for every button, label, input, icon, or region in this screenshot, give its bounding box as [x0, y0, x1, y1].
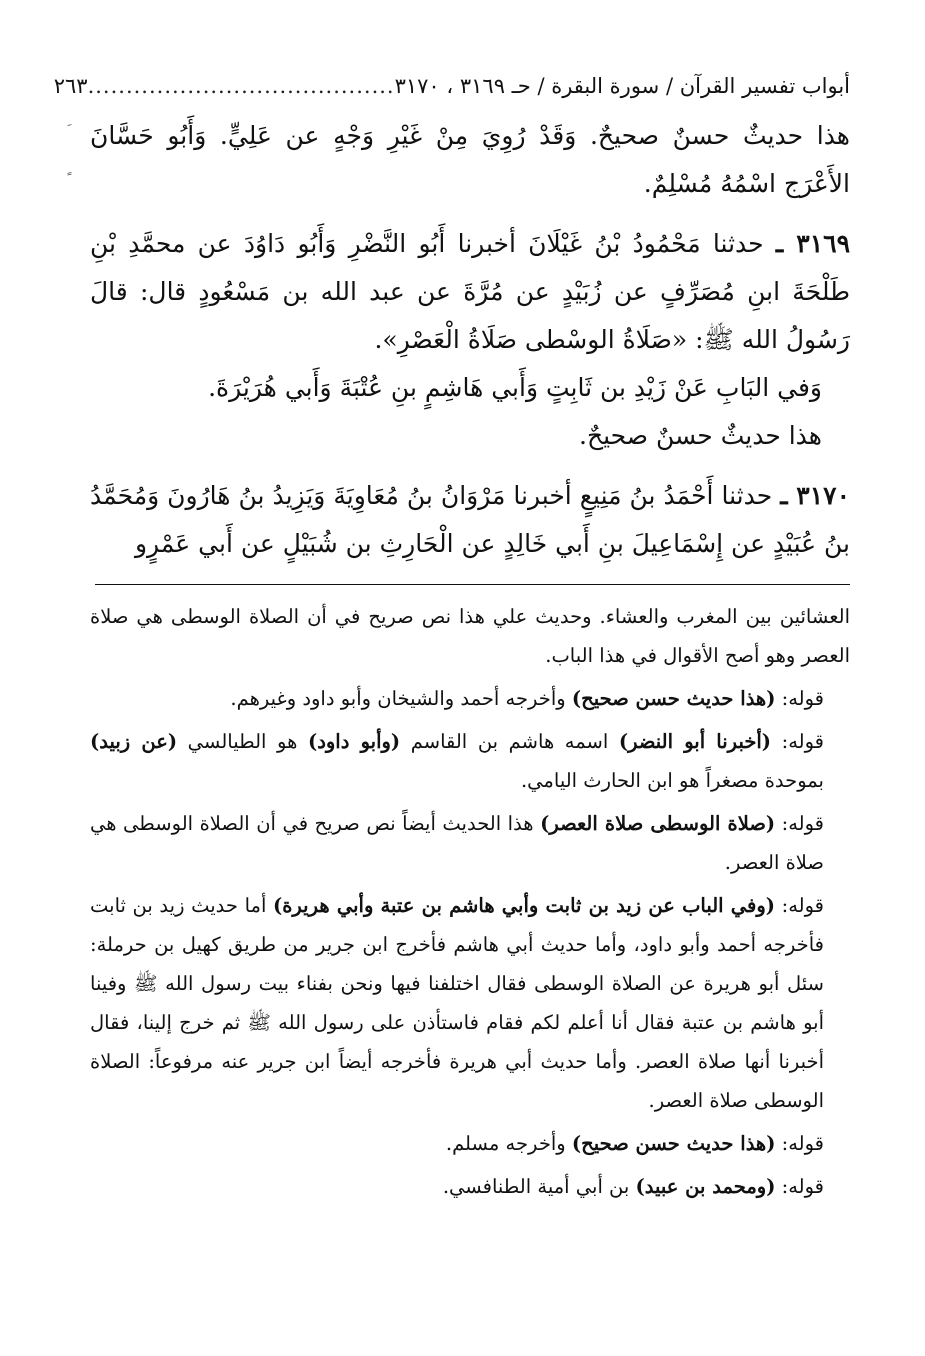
page-number: ٢٦٣: [53, 74, 88, 98]
footnote-quote: (هذا حديث حسن صحيح): [571, 1132, 776, 1155]
running-header: [53, 66, 850, 106]
book-page: [53, 66, 851, 1210]
footnote-paragraph: [90, 1124, 850, 1163]
footnote-paragraph: [90, 886, 850, 1120]
hadith-text: حدثنا أَحْمَدُ بنُ مَنِيعٍ أخبرنا مَرْوَانُ بنُ مُعَاوِيَةَ وَيَزِيدُ بنُ هَارُونَ وَمُحَمَّدُ بنُ عُبَيْدٍ عن إِسْمَاعِيلَ بنِ أَبي خَالِدٍ عن الْحَارِثِ بن شُبَيْلٍ عن أَبي عَمْرٍو: [90, 481, 850, 558]
main-paragraph: هذا حديثٌ حسنٌ صحيحٌ.: [579, 421, 822, 450]
footnote-text: هو الطيالسي: [177, 730, 308, 753]
footnotes: [90, 597, 850, 1206]
footnote-lead: قوله:: [775, 894, 824, 917]
footnote-lead: قوله:: [775, 1132, 824, 1155]
footnote-quote: (ومحمد بن عبيد): [635, 1175, 776, 1198]
footnote-text: بموحدة مصغراً هو ابن الحارث اليامي.: [520, 769, 824, 792]
footnote-quote: (وأبو داود): [307, 730, 401, 753]
footnote-text: وأخرجه مسلم.: [445, 1132, 572, 1155]
footnote-text: بن أبي أمية الطنافسي.: [442, 1175, 636, 1198]
hadith-number: ٣١٦٩ ـ: [775, 229, 851, 258]
header-title: أبواب تفسير القرآن / سورة البقرة / حـ ٣١٦٩ ، ٣١٧٠: [394, 74, 850, 98]
footnote-text: اسمه هاشم بن القاسم: [400, 730, 619, 753]
footnote-quote: (صلاة الوسطى صلاة العصر): [540, 812, 776, 835]
hadith-3169: [90, 220, 850, 364]
footnote-quote: (عن زبيد): [90, 730, 178, 753]
footnote-lead: قوله:: [771, 730, 824, 753]
header-leader-dots: ........................................: [87, 74, 395, 98]
main-paragraph: وَفي البَابِ عَنْ زَيْدِ بن ثَابِتٍ وَأَبي هَاشِمٍ بنِ عُتْبَةَ وَأَبي هُرَيْرَةَ.: [208, 373, 822, 402]
footnote-paragraph: [90, 679, 850, 718]
footnote-lead: قوله:: [775, 812, 825, 835]
footnote-quote: (وفي الباب عن زيد بن ثابت وأبي هاشم بن عتبة وأبي هريرة): [272, 894, 776, 917]
hadith-text: حدثنا مَحْمُودُ بْنُ غَيْلَانَ أخبرنا أَبُو النَّضْرِ وَأَبُو دَاوُدَ عن محمَّدِ بْنِ طَلْحَةَ ابنِ مُصَرِّفٍ عن زُبَيْدٍ عن مُرَّةَ عن عبد الله بن مَسْعُودٍ قال: قالَ رَسُولُ الله ﷺ: «صَلَاةُ الوسْطى صَلَاةُ الْعَصْرِ».: [90, 229, 850, 354]
footnote-paragraph: [90, 1167, 850, 1206]
footnote-divider: [95, 584, 850, 585]
footnote-text: أما حديث زيد بن ثابت فأخرجه أحمد وأبو داود، وأما حديث أبي هاشم فأخرج ابن جرير من طريق كهيل بن حرملة: سئل أبو هريرة عن الصلاة الوسطى فقال اختلفنا فيها ونحن بفناء بيت رسول الله ﷺ وفينا أبو هاشم بن عتبة فقال أنا أعلم لكم فقام فاستأذن على رسول الله ﷺ ثم خرج إلينا، فقال أخبرنا أنها صلاة العصر. وأما حديث أبي هريرة فأخرجه أيضاً ابن جرير عنه مرفوعاً: الصلاة الوسطى صلاة العصر.: [90, 894, 824, 1112]
footnote-paragraph: [90, 804, 850, 882]
footnote-lead: قوله:: [775, 687, 824, 710]
footnote-lead: قوله:: [775, 1175, 824, 1198]
footnote-quote: (أخبرنا أبو النضر): [618, 730, 772, 753]
main-text: [90, 112, 850, 568]
footnote-text: وأخرجه أحمد والشيخان وأبو داود وغيرهم.: [230, 687, 572, 710]
footnote-paragraph: العشائين بين المغرب والعشاء. وحديث علي هذا نص صريح في أن الصلاة الوسطى هي صلاة العصر وهو أصح الأقوال في هذا الباب.: [90, 605, 850, 667]
hadith-3170: [90, 472, 850, 568]
footnote-text: هذا الحديث أيضاً نص صريح في أن الصلاة الوسطى هي صلاة العصر.: [90, 812, 824, 874]
footnote-quote: (هذا حديث حسن صحيح): [571, 687, 776, 710]
hadith-number: ٣١٧٠ ـ: [780, 481, 850, 510]
footnote-paragraph: [90, 722, 850, 800]
main-paragraph: هذا حديثٌ حسنٌ صحيحٌ. وَقَدْ رُوِيَ مِنْ غَيْرِ وَجْهٍ عن عَلِيٍّ. وَأَبُو حَسَّانَ الأَعْرَج اسْمُهُ مُسْلِمٌ.: [90, 121, 850, 198]
